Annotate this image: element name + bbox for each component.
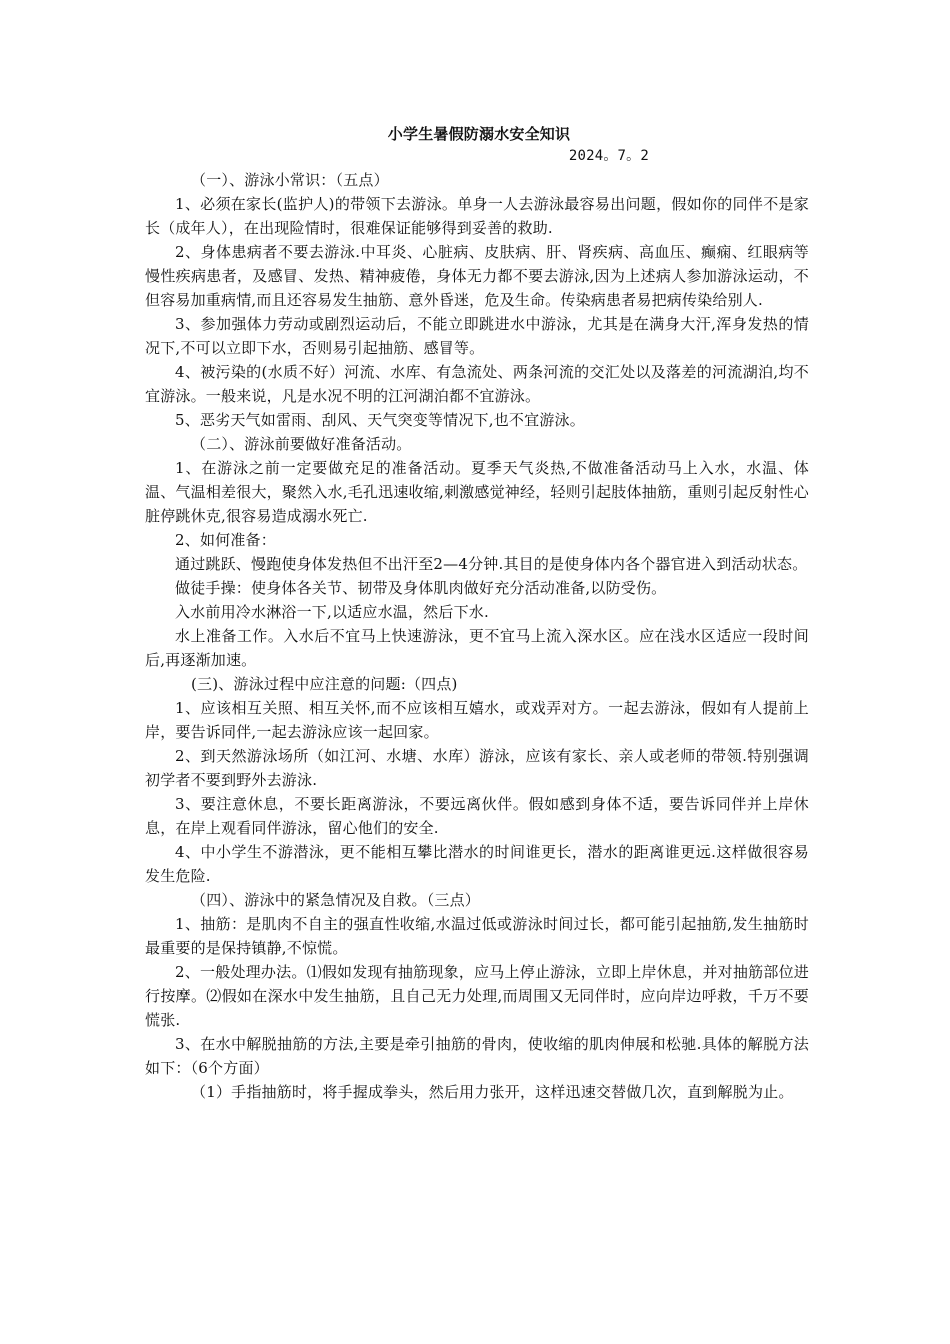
paragraph: 4、中小学生不游潜泳，更不能相互攀比潜水的时间谁更长，潜水的距离谁更远.这样做很容易发生危险. xyxy=(145,843,809,885)
paragraph: 1、在游泳之前一定要做充足的准备活动。夏季天气炎热,不做准备活动马上入水，水温、体温、气温相差很大，聚然入水,毛孔迅速收缩,刺激感觉神经，轻则引起肢体抽筋，重则引起反射性心脏停跳休克,很容易造成溺水死亡. xyxy=(145,459,809,525)
paragraph: （四）、游泳中的紧急情况及自救。（三点） xyxy=(191,891,481,909)
paragraph: 1、必须在家长(监护人)的带领下去游泳。单身一人去游泳最容易出问题，假如你的同伴不是家长（成年人），在出现险情时，很难保证能够得到妥善的救助. xyxy=(145,195,809,237)
document-date: 2024。7。2 xyxy=(568,148,649,164)
paragraph: (三)、游泳过程中应注意的问题:（四点) xyxy=(191,675,458,693)
paragraph: 1、应该相互关照、相互关怀,而不应该相互嬉水，或戏弄对方。一起去游泳，假如有人提前上岸，要告诉同伴,一起去游泳应该一起回家。 xyxy=(145,699,809,741)
paragraph: 2、一般处理办法。⑴假如发现有抽筋现象，应马上停止游泳，立即上岸休息，并对抽筋部位进行按摩。⑵假如在深水中发生抽筋，且自己无力处理,而周围又无同伴时，应向岸边呼救，千万不要慌张. xyxy=(145,963,809,1029)
paragraph: 3、在水中解脱抽筋的方法,主要是牵引抽筋的骨肉，使收缩的肌肉伸展和松驰.具体的解脱方法如下：（6个方面） xyxy=(145,1035,809,1077)
paragraph: 入水前用冷水淋浴一下,以适应水温，然后下水. xyxy=(175,603,489,621)
paragraph: 做徒手操：使身体各关节、韧带及身体肌肉做好充分活动准备,以防受伤。 xyxy=(175,579,667,597)
paragraph: 3、参加强体力劳动或剧烈运动后，不能立即跳进水中游泳，尤其是在满身大汗,浑身发热的情况下,不可以立即下水，否则易引起抽筋、感冒等。 xyxy=(145,315,809,357)
paragraph: 2、到天然游泳场所（如江河、水塘、水库）游泳，应该有家长、亲人或老师的带领.特别强调初学者不要到野外去游泳. xyxy=(145,747,809,789)
paragraph: 1、抽筋：是肌肉不自主的强直性收缩,水温过低或游泳时间过长，都可能引起抽筋,发生抽筋时最重要的是保持镇静,不惊慌。 xyxy=(145,915,809,957)
document-title: 小学生暑假防溺水安全知识 xyxy=(387,125,571,143)
paragraph: 通过跳跃、慢跑使身体发热但不出汗至2—4分钟.其目的是使身体内各个器官进入到活动状态。 xyxy=(175,555,808,573)
paragraph-list xyxy=(145,168,809,1104)
paragraph: 3、要注意休息，不要长距离游泳，不要远离伙伴。假如感到身体不适，要告诉同伴并上岸休息，在岸上观看同伴游泳，留心他们的安全. xyxy=(145,795,809,837)
paragraph: （1）手指抽筋时，将手握成拳头，然后用力张开，这样迅速交替做几次，直到解脱为止。 xyxy=(191,1083,794,1101)
paragraph: （二）、游泳前要做好准备活动。 xyxy=(191,435,412,453)
document-body xyxy=(145,122,809,1104)
paragraph: 2、如何准备： xyxy=(175,531,276,549)
paragraph: 5、恶劣天气如雷雨、刮风、天气突变等情况下,也不宜游泳。 xyxy=(175,411,585,429)
paragraph: 4、被污染的(水质不好）河流、水库、有急流处、两条河流的交汇处以及落差的河流湖泊,均不宜游泳。一般来说，凡是水况不明的江河湖泊都不宜游泳。 xyxy=(145,363,809,405)
paragraph: （一）、游泳小常识：（五点） xyxy=(191,171,389,189)
paragraph: 水上准备工作。入水后不宜马上快速游泳，更不宜马上流入深水区。应在浅水区适应一段时间后,再逐渐加速。 xyxy=(145,627,809,669)
paragraph: 2、身体患病者不要去游泳.中耳炎、心脏病、皮肤病、肝、肾疾病、高血压、癫痫、红眼病等慢性疾病患者，及感冒、发热、精神疲倦，身体无力都不要去游泳,因为上述病人参加游泳运动，不但容易加重病情,而且还容易发生抽筋、意外昏迷，危及生命。传染病患者易把病传染给别人. xyxy=(145,243,809,309)
